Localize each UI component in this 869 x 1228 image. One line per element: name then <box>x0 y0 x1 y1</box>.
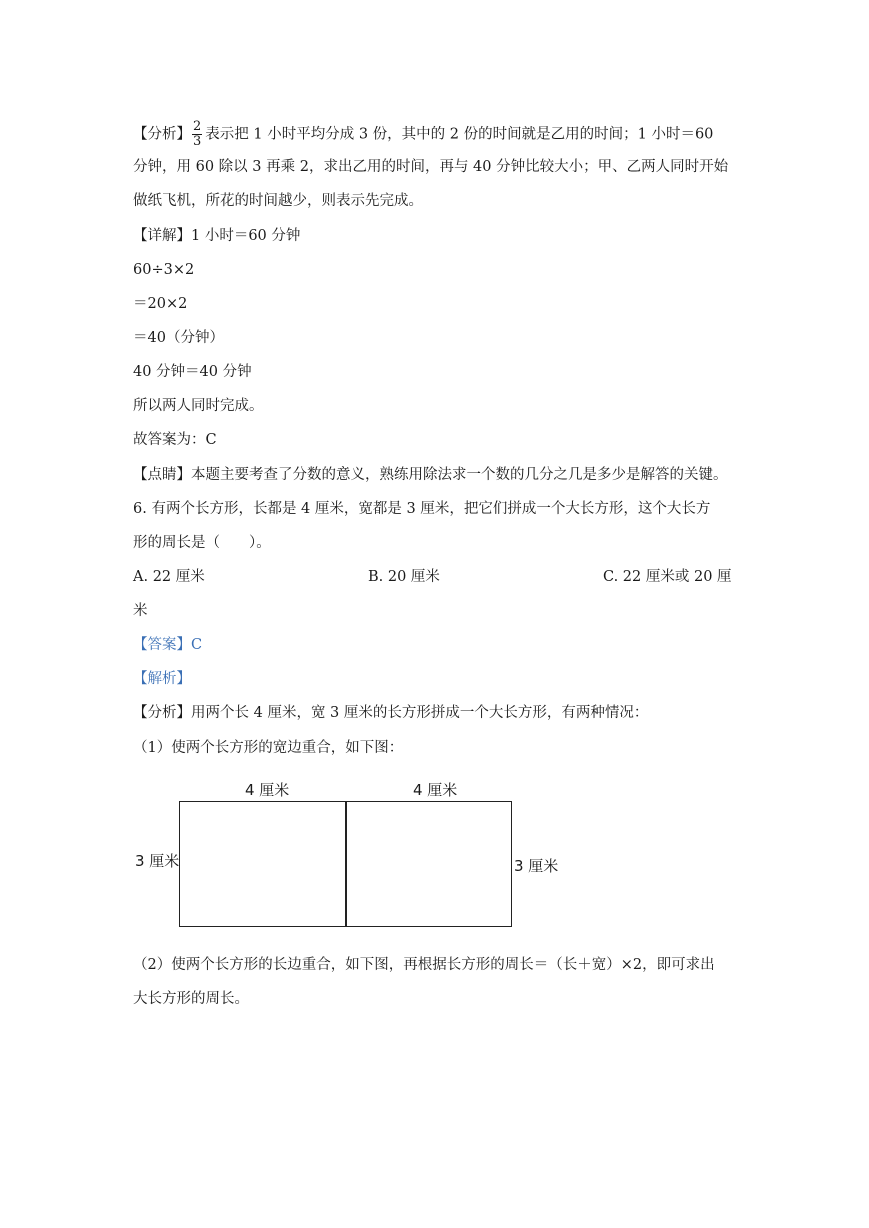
fraction-two-thirds <box>192 120 202 149</box>
detail-line-1: 【详解】1 小时＝60 分钟 <box>133 228 301 244</box>
option-b: B. 20 厘米 <box>368 569 440 585</box>
analysis-line-2: 分钟，用 60 除以 3 再乘 2，求出乙用的时间，再与 40 分钟比较大小；甲、乙两人同时开始 <box>133 159 729 175</box>
question-6-line-1: 6. 有两个长方形，长都是 4 厘米，宽都是 3 厘米，把它们拼成一个大长方形，这个大长方 <box>133 501 711 517</box>
analysis-6-line-4: 大长方形的周长。 <box>133 991 249 1007</box>
analysis-line-1-text: 表示把 1 小时平均分成 3 份，其中的 2 份的时间就是乙用的时间；1 小时＝60 <box>205 126 714 143</box>
analysis-line-3: 做纸飞机，所花的时间越少，则表示先完成。 <box>133 193 423 209</box>
detail-line-2: 60÷3×2 <box>133 262 195 278</box>
detail-line-5: 40 分钟＝40 分钟 <box>133 364 252 380</box>
left-rectangle <box>179 801 347 927</box>
analysis-6-line-2: （1）使两个长方形的宽边重合，如下图： <box>133 740 404 756</box>
detail-answer-line: 故答案为：C <box>133 432 217 448</box>
detail-line-6: 所以两人同时完成。 <box>133 398 264 414</box>
option-c-wrap: 米 <box>133 603 148 619</box>
analysis-6-line-3: （2）使两个长方形的长边重合，如下图，再根据长方形的周长＝（长＋宽）×2，即可求出 <box>133 957 715 973</box>
fraction-denominator: 3 <box>193 134 202 149</box>
answer-tag: 【答案】C <box>133 637 203 653</box>
detail-line-4: ＝40（分钟） <box>133 330 224 346</box>
left-width-label: 3 厘米 <box>135 852 180 870</box>
option-a: A. 22 厘米 <box>133 569 205 585</box>
comment-line: 【点睛】本题主要考查了分数的意义，熟练用除法求一个数的几分之几是多少是解答的关键。 <box>133 467 728 483</box>
top-right-length-label: 4 厘米 <box>413 781 458 799</box>
analysis-tag: 【分析】 <box>133 126 191 143</box>
analysis-line-1 <box>133 120 713 149</box>
option-c: C. 22 厘米或 20 厘 <box>603 569 732 585</box>
fraction-numerator: 2 <box>193 119 202 134</box>
top-left-length-label: 4 厘米 <box>245 781 290 799</box>
analysis-6-line-1: 【分析】用两个长 4 厘米，宽 3 厘米的长方形拼成一个大长方形，有两种情况： <box>133 705 649 721</box>
explain-tag: 【解析】 <box>133 671 191 687</box>
right-width-label: 3 厘米 <box>514 857 559 875</box>
right-rectangle <box>345 801 512 927</box>
detail-line-3: ＝20×2 <box>133 296 188 312</box>
question-6-line-2: 形的周长是（ ）。 <box>133 535 271 551</box>
